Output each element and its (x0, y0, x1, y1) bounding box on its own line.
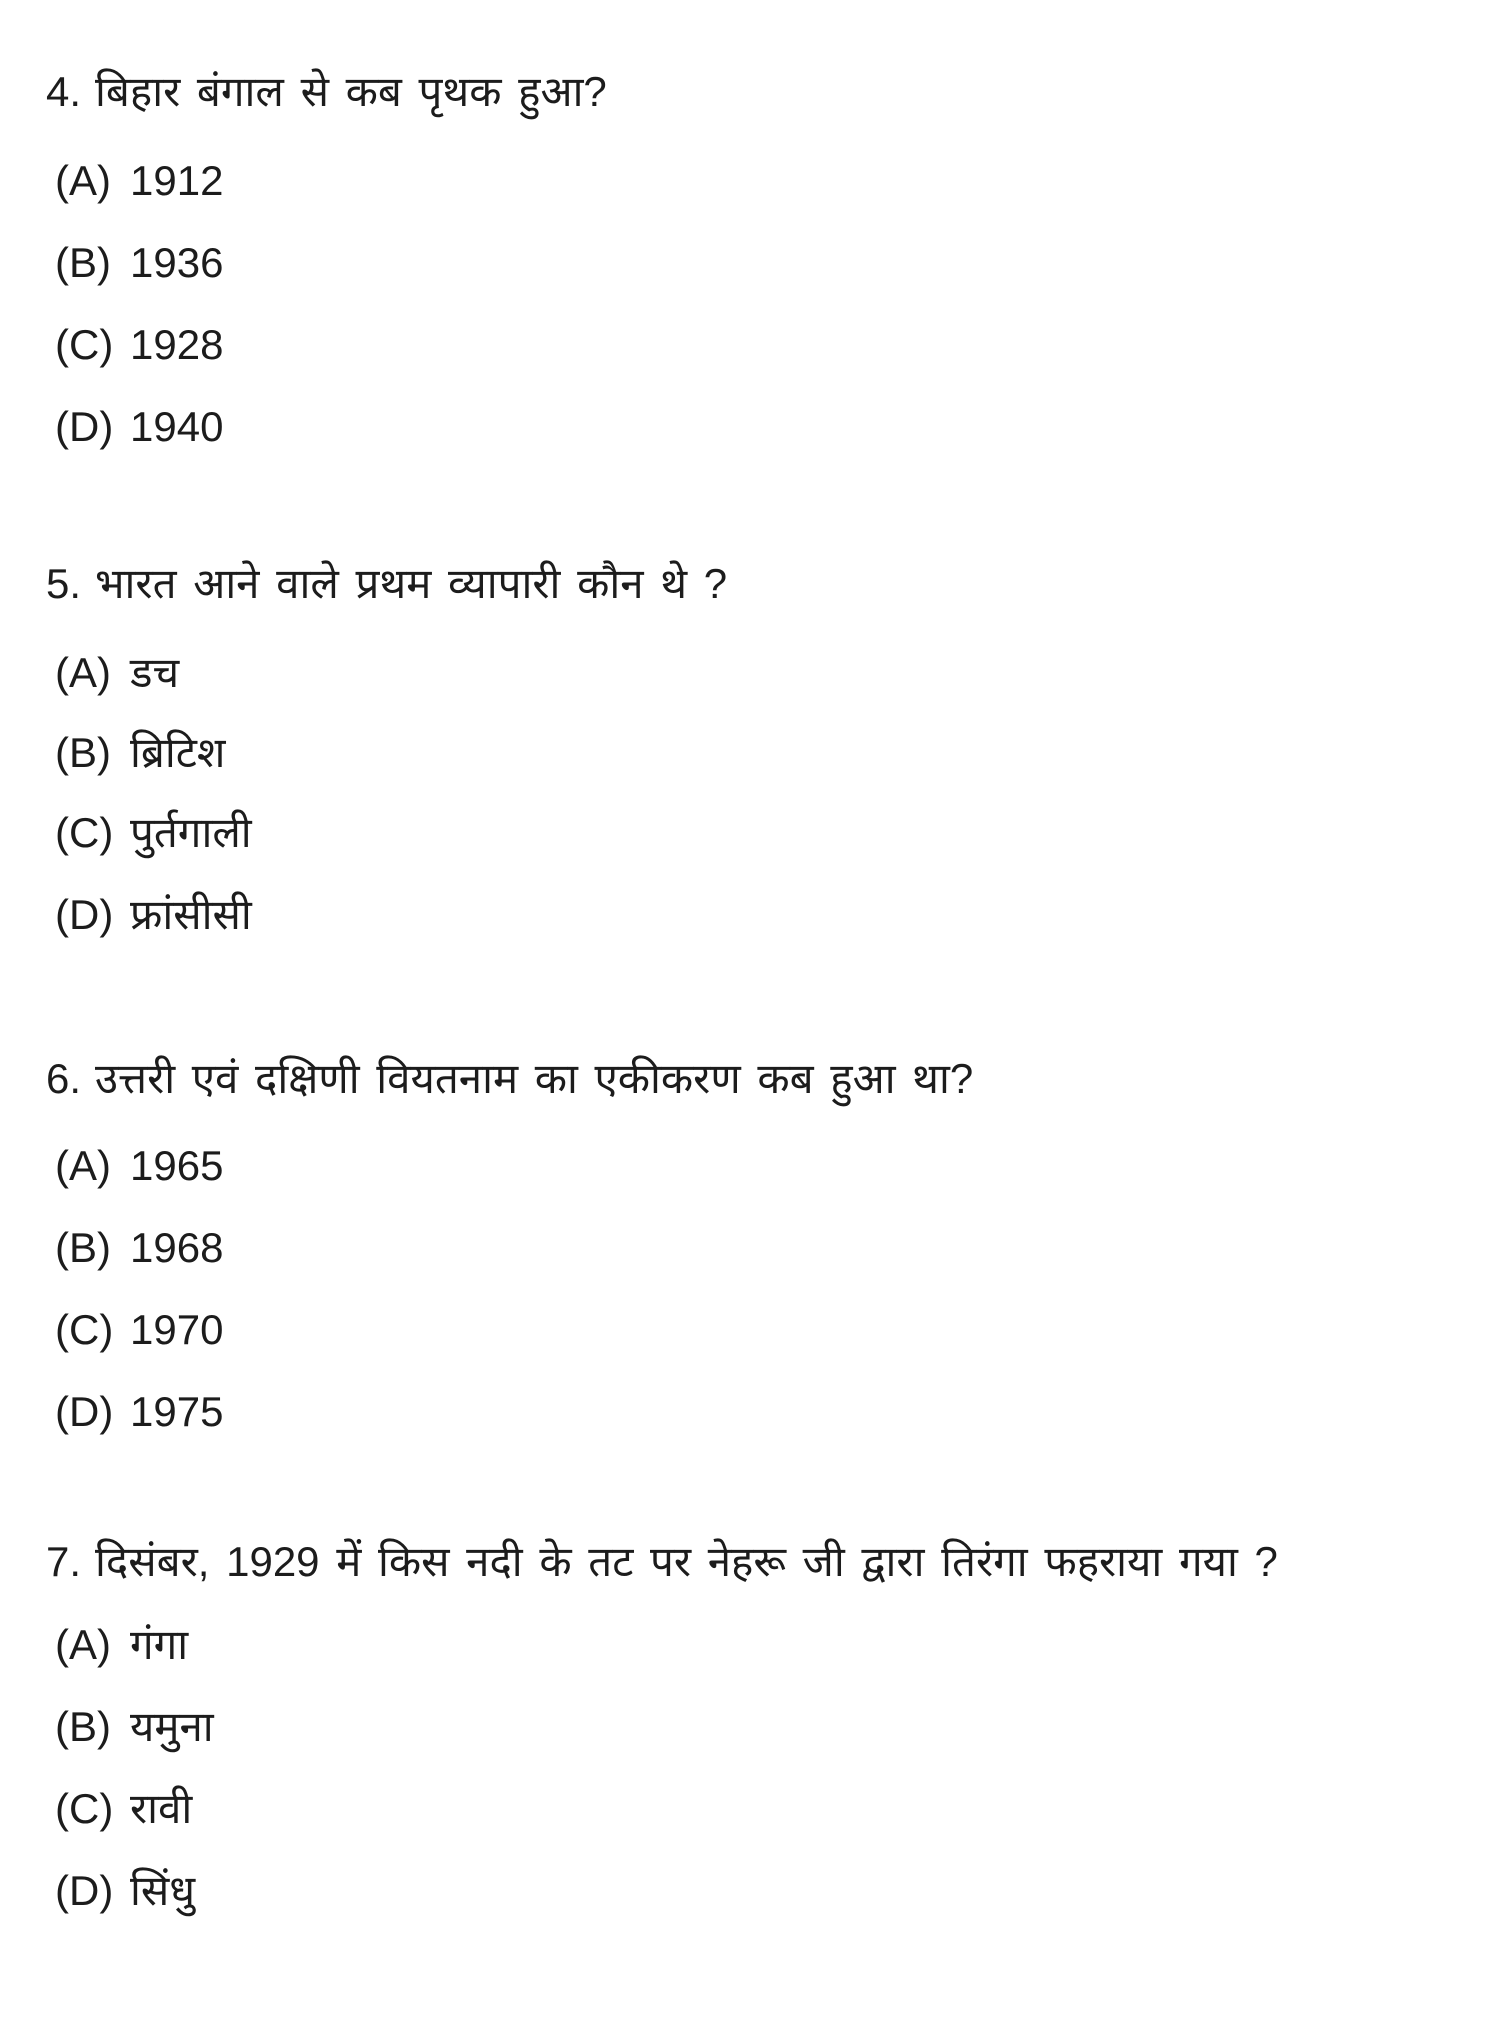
question-6-text: उत्तरी एवं दक्षिणी वियतनाम का एकीकरण कब हुआ था? (95, 1055, 974, 1102)
option-label: (A) (55, 157, 111, 204)
option-label: (C) (55, 1306, 114, 1353)
option-label: (B) (55, 1224, 111, 1271)
question-7-text: दिसंबर, 1929 में किस नदी के तट पर नेहरू जी द्वारा तिरंगा फहराया गया ? (95, 1538, 1278, 1585)
question-7-option-b (55, 1697, 214, 1757)
option-text: सिंधु (130, 1867, 196, 1914)
question-4-number: 4. (46, 68, 82, 115)
option-text: गंगा (130, 1621, 189, 1668)
option-label: (D) (55, 891, 114, 938)
question-5-option-c (55, 803, 252, 863)
question-6-option-d (55, 1382, 223, 1442)
question-5-heading (46, 554, 727, 614)
option-label: (D) (55, 1388, 114, 1435)
question-4-option-b (55, 233, 223, 293)
option-text: रावी (130, 1785, 193, 1832)
question-7-option-d (55, 1861, 195, 1921)
option-label: (A) (55, 1621, 111, 1668)
question-7-option-c (55, 1779, 192, 1839)
option-text: 1965 (130, 1142, 224, 1189)
question-5-text: भारत आने वाले प्रथम व्यापारी कौन थे ? (95, 560, 728, 607)
question-5-number: 5. (46, 560, 82, 607)
option-label: (C) (55, 321, 114, 368)
question-5-option-d (55, 885, 252, 945)
option-text: ब्रिटिश (130, 729, 226, 776)
question-4-heading (46, 62, 607, 122)
option-label: (B) (55, 1703, 111, 1750)
question-5-option-b (55, 723, 225, 783)
question-7-number: 7. (46, 1538, 82, 1585)
question-4-option-d (55, 397, 223, 457)
option-label: (D) (55, 1867, 114, 1914)
option-text: यमुना (130, 1703, 214, 1750)
question-4-option-c (55, 315, 223, 375)
question-6-option-c (55, 1300, 223, 1360)
question-7-heading (46, 1532, 1278, 1592)
option-text: 1936 (130, 239, 224, 286)
option-label: (A) (55, 1142, 111, 1189)
option-label: (C) (55, 809, 114, 856)
question-6-option-b (55, 1218, 223, 1278)
option-label: (D) (55, 403, 114, 450)
question-4-option-a (55, 151, 223, 211)
question-5-option-a (55, 643, 179, 703)
option-text: 1975 (130, 1388, 224, 1435)
option-label: (B) (55, 729, 111, 776)
option-text: 1970 (130, 1306, 224, 1353)
question-6-number: 6. (46, 1055, 82, 1102)
option-label: (C) (55, 1785, 114, 1832)
question-6-heading (46, 1049, 973, 1109)
question-7-option-a (55, 1615, 188, 1675)
question-4-text: बिहार बंगाल से कब पृथक हुआ? (95, 68, 607, 115)
option-label: (B) (55, 239, 111, 286)
option-text: 1912 (130, 157, 224, 204)
option-text: फ्रांसीसी (130, 891, 252, 938)
option-text: 1968 (130, 1224, 224, 1271)
option-label: (A) (55, 649, 111, 696)
option-text: डच (130, 649, 180, 696)
option-text: 1940 (130, 403, 224, 450)
option-text: पुर्तगाली (130, 809, 252, 856)
option-text: 1928 (130, 321, 224, 368)
question-6-option-a (55, 1136, 223, 1196)
